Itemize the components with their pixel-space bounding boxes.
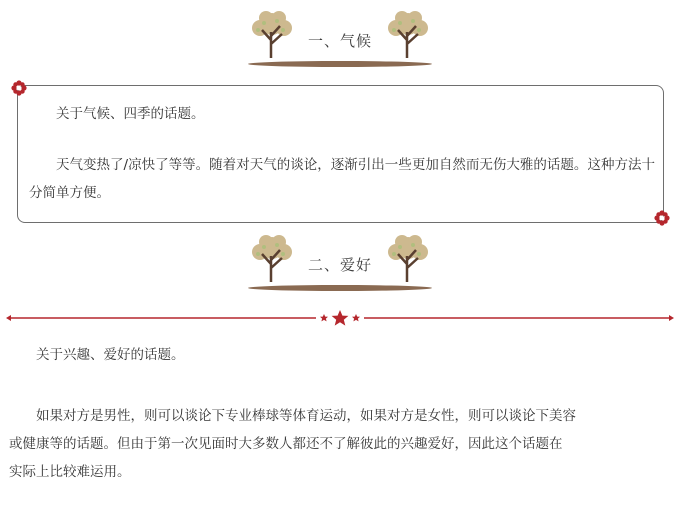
ground-line xyxy=(246,60,434,68)
hobby-intro xyxy=(9,341,649,369)
section-header-hobbies xyxy=(240,232,440,294)
climate-body-text: 天气变热了/凉快了等等。随着对天气的谈论，逐渐引出一些更加自然而无伤大雅的话题。这种方法十分简单方便。 xyxy=(29,157,655,201)
hobby-body-line: 或健康等的话题。但由于第一次见面时大多数人都还不了解彼此的兴趣爱好，因此这个话题在 xyxy=(9,436,563,452)
section-title: 二、爱好 xyxy=(307,256,372,274)
hobby-body-line: 实际上比较难运用。 xyxy=(9,464,131,480)
climate-intro-text: 关于气候、四季的话题。 xyxy=(56,106,205,122)
hobby-body xyxy=(9,402,679,486)
hobby-intro-text: 关于兴趣、爱好的话题。 xyxy=(36,347,185,363)
section-header-climate xyxy=(240,8,440,70)
climate-body xyxy=(29,151,655,207)
flower-icon xyxy=(11,80,27,96)
flower-icon xyxy=(654,210,670,226)
star-divider xyxy=(6,308,674,328)
climate-intro xyxy=(29,100,649,128)
ground-line xyxy=(246,284,434,292)
hobby-body-line: 如果对方是男性，则可以谈论下专业棒球等体育运动，如果对方是女性，则可以谈论下美容 xyxy=(36,408,576,424)
section-title: 一、气候 xyxy=(307,32,372,50)
